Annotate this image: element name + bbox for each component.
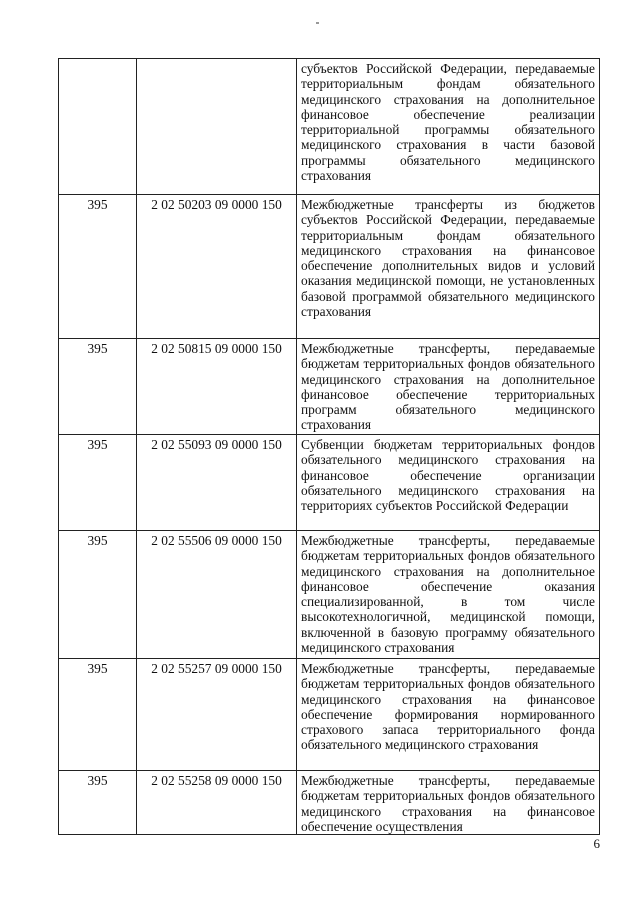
page-number: 6: [593, 836, 600, 851]
table-row: [59, 659, 600, 771]
description-cell: Межбюджетные трансферты из бюджетов субъектов Российской Федерации, передаваемые территориальным фондам обязательного медицинского страхования на финансовое обеспечение дополнительных видов и условий оказания медицинской помощи, не установленных базовой программой обязательного медицинского страхования: [297, 195, 600, 339]
admin-code-cell: 395: [59, 195, 137, 339]
description-cell: Межбюджетные трансферты, передаваемые бюджетам территориальных фондов обязательного медицинского страхования на дополнительное финансовое обеспечение оказания специализированной, в том числе высокотехнологичной, медицинской помощи, включенной в базовую программу обязательного медицинского страхования: [297, 531, 600, 659]
admin-code-cell: 395: [59, 531, 137, 659]
description-cell: Межбюджетные трансферты, передаваемые бюджетам территориальных фондов обязательного медицинского страхования на финансовое обеспечение осуществления: [297, 771, 600, 835]
description-cell: Межбюджетные трансферты, передаваемые бюджетам территориальных фондов обязательного медицинского страхования на дополнительное финансовое обеспечение территориальных программ обязательного медицинского страхования: [297, 339, 600, 435]
admin-code-cell: 395: [59, 659, 137, 771]
description-cell: Межбюджетные трансферты, передаваемые бюджетам территориальных фондов обязательного медицинского страхования на финансовое обеспечение формирования нормированного страхового запаса территориального фонда обязательного медицинского страхования: [297, 659, 600, 771]
table-row: [59, 531, 600, 659]
table-row: [59, 195, 600, 339]
budget-classification-table: [58, 58, 600, 835]
admin-code-cell: 395: [59, 771, 137, 835]
table-row: [59, 771, 600, 835]
admin-code-cell: [59, 59, 137, 195]
table-row: [59, 59, 600, 195]
table-row: [59, 339, 600, 435]
budget-code-cell: 2 02 50815 09 0000 150: [137, 339, 297, 435]
budget-code-cell: 2 02 50203 09 0000 150: [137, 195, 297, 339]
budget-code-cell: [137, 59, 297, 195]
budget-code-cell: 2 02 55257 09 0000 150: [137, 659, 297, 771]
table-row: [59, 435, 600, 531]
budget-code-cell: 2 02 55258 09 0000 150: [137, 771, 297, 835]
description-cell: субъектов Российской Федерации, передаваемые территориальным фондам обязательного медицинского страхования на дополнительное финансовое обеспечение реализации территориальной программы обязательного медицинского страхования в части базовой программы обязательного медицинского страхования: [297, 59, 600, 195]
admin-code-cell: 395: [59, 339, 137, 435]
scan-mark: [316, 22, 319, 24]
budget-code-cell: 2 02 55093 09 0000 150: [137, 435, 297, 531]
budget-code-cell: 2 02 55506 09 0000 150: [137, 531, 297, 659]
admin-code-cell: 395: [59, 435, 137, 531]
description-cell: Субвенции бюджетам территориальных фондов обязательного медицинского страхования на финансовое обеспечение организации обязательного медицинского страхования на территориях субъектов Российской Федерации: [297, 435, 600, 531]
